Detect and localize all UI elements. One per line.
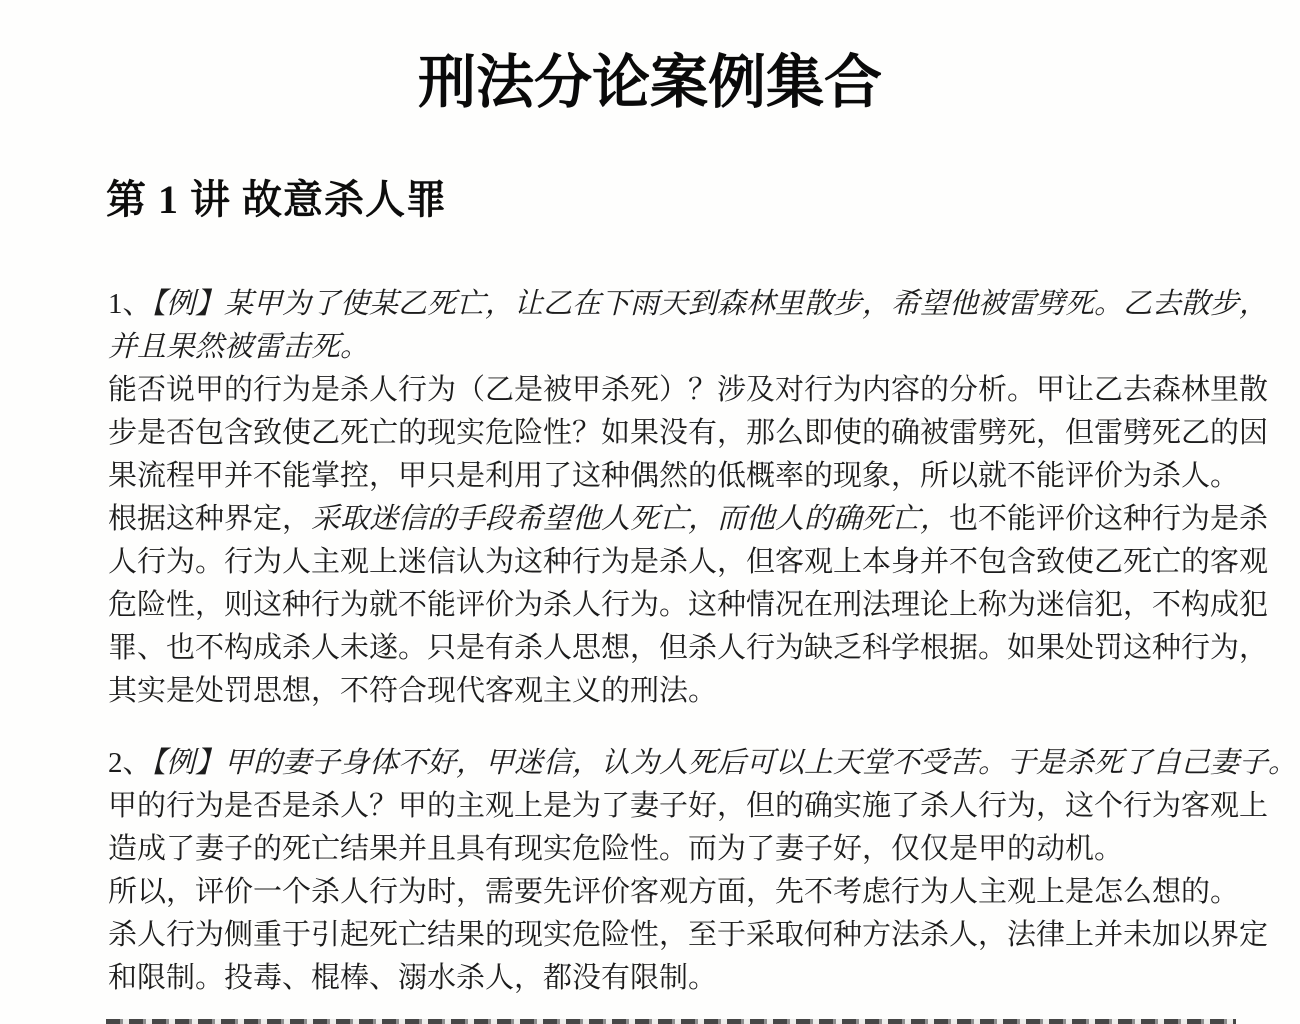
example-emphasis-run: 【例】某甲为了使某乙死亡，让乙在下雨天到森林里散步，希望他被雷劈死。乙去散步， <box>151 288 1269 320</box>
text-line <box>108 283 1269 326</box>
body-text-run: 造成了妻子的死亡结果并且具有现实危险性。而为了妻子好，仅仅是甲的动机。 <box>108 833 1124 865</box>
body-text-run: 果流程甲并不能掌控，甲只是利用了这种偶然的低概率的现象，所以就不能评价为杀人。 <box>108 460 1240 492</box>
document-title: 刑法分论案例集合 <box>417 50 882 115</box>
body-text-run: 其实是处罚思想，不符合现代客观主义的刑法。 <box>108 675 718 707</box>
body-text-run: 杀人行为侧重于引起死亡结果的现实危险性，至于采取何种方法杀人，法律上并未加以界定 <box>108 919 1269 951</box>
text-line <box>108 326 1248 369</box>
text-line <box>108 498 1269 541</box>
text-line <box>108 627 1269 670</box>
text-line <box>108 957 1248 1000</box>
body-text-run: 甲的行为是否是杀人？甲的主观上是为了妻子好，但的确实施了杀人行为，这个行为客观上 <box>108 790 1269 822</box>
body-text-run: 根据这种界定， <box>108 503 312 535</box>
body-text-run: 2、 <box>108 747 152 779</box>
document-body <box>108 283 1298 1024</box>
text-line <box>108 828 1248 871</box>
body-text-run: 也不能评价这种行为是杀 <box>949 503 1269 535</box>
text-line <box>108 412 1269 455</box>
text-line <box>108 541 1269 584</box>
body-text-run: 危险性，则这种行为就不能评价为杀人行为。这种情况在刑法理论上称为迷信犯，不构成犯 <box>108 589 1269 621</box>
body-text-run: 步是否包含致使乙死亡的现实危险性？如果没有，那么即使的确被雷劈死，但雷劈死乙的因 <box>108 417 1269 449</box>
text-line <box>108 914 1269 957</box>
text-line <box>108 670 1248 713</box>
text-line <box>108 455 1248 498</box>
text-line <box>108 369 1269 412</box>
text-line <box>108 584 1269 627</box>
body-text-run: 罪、也不构成杀人未遂。只是有杀人思想，但杀人行为缺乏科学根据。如果处罚这种行为， <box>108 632 1269 664</box>
example-emphasis-run: 【例】甲的妻子身体不好，甲迷信，认为人死后可以上天堂不受苦。于是杀死了自己妻子。 <box>151 747 1298 779</box>
paragraph-example-2 <box>108 742 1298 1000</box>
paragraph-example-1 <box>108 283 1269 713</box>
example-emphasis-run: 采取迷信的手段希望他人死亡，而他人的确死亡， <box>311 503 950 535</box>
text-line <box>108 785 1269 828</box>
text-line <box>108 742 1298 785</box>
clipped-next-line <box>106 1019 1236 1024</box>
body-text-run: 能否说甲的行为是杀人行为（乙是被甲杀死）？涉及对行为内容的分析。甲让乙去森林里散 <box>108 374 1269 406</box>
text-line <box>108 871 1248 914</box>
body-text-run: 和限制。投毒、棍棒、溺水杀人，都没有限制。 <box>108 962 718 994</box>
example-emphasis-run: 并且果然被雷击死。 <box>108 331 370 363</box>
body-text-run: 1、 <box>108 288 152 320</box>
lecture-heading: 第 1 讲 故意杀人罪 <box>106 177 447 222</box>
body-text-run: 所以，评价一个杀人行为时，需要先评价客观方面，先不考虑行为人主观上是怎么想的。 <box>108 876 1240 908</box>
body-text-run: 人行为。行为人主观上迷信认为这种行为是杀人，但客观上本身并不包含致使乙死亡的客观 <box>108 546 1269 578</box>
